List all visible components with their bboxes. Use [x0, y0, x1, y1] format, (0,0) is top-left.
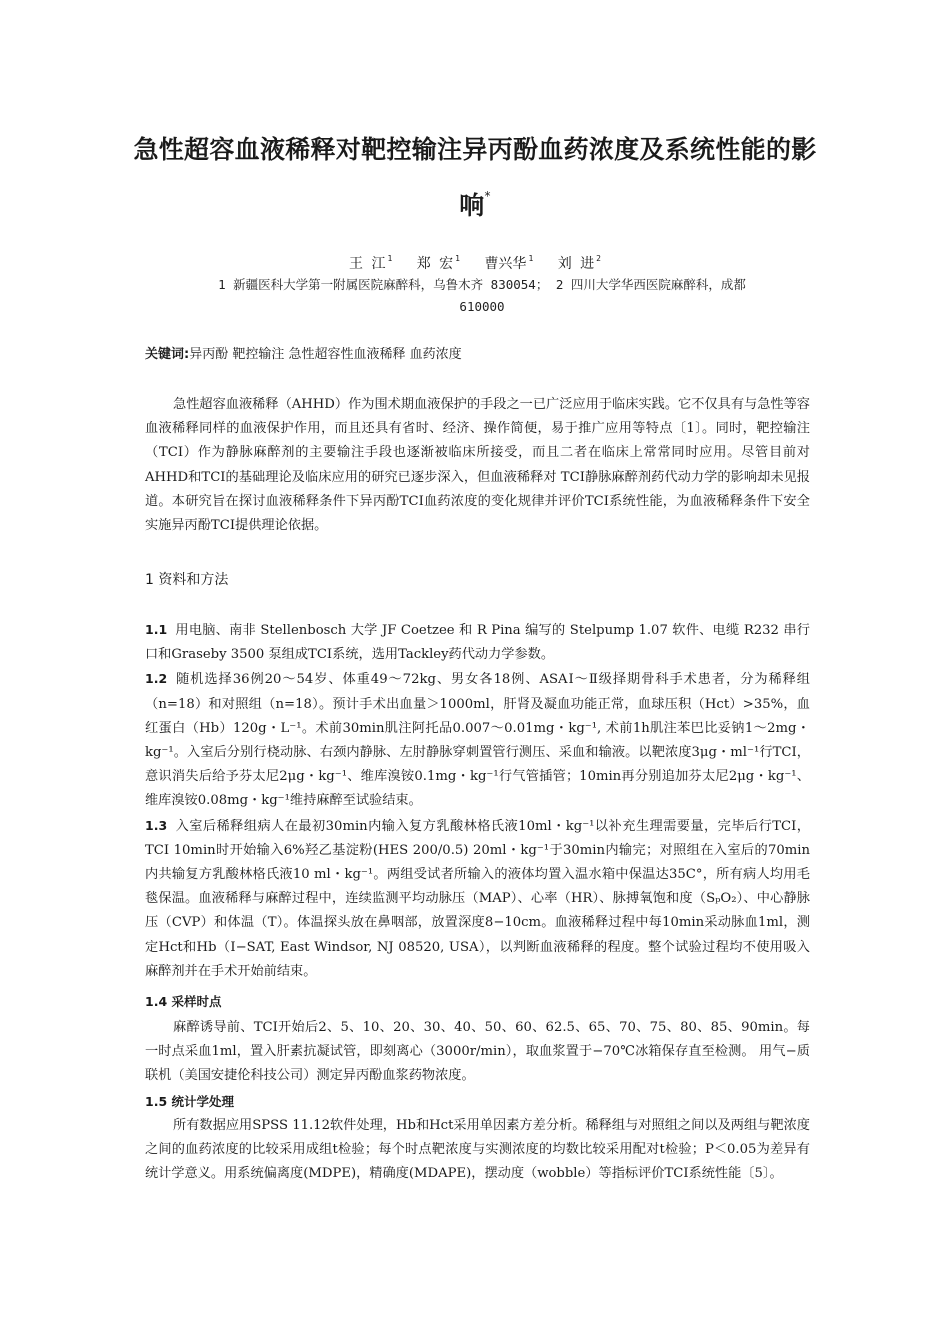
statistics-section	[145, 1114, 810, 1187]
title-line-2-text: 响	[459, 191, 485, 220]
author-name: 王 江	[349, 256, 386, 272]
affiliation-line-1: 1 新疆医科大学第一附属医院麻醉科，乌鲁木齐 830054； 2 四川大学华西医院麻醉科，成都	[218, 277, 746, 292]
author-affiliation-mark: 1	[528, 254, 534, 263]
paragraph-text: 随机选择36例20～54岁、体重49～72kg、男女各18例、ASAⅠ～Ⅱ级择期骨科手术患者，分为稀释组（n=18）和对照组（n=18）。预计手术出血量＞1000ml，肝肾及凝血功能正常，血球压积（Hct）>35%，血红蛋白（Hb）120g・L⁻¹。术前30min肌注阿托品0.007～0.01mg・kg⁻¹, 术前1h肌注苯巴比妥钠1～2mg・kg⁻¹。入室后分别行桡动脉、右颈内静脉、左肘静脉穿刺置管行测压、采血和输液。以靶浓度3μg・ml⁻¹行TCI，意识消失后给予芬太尼2μg・kg⁻¹、维库溴铵0.1mg・kg⁻¹行气管插管；10min再分别追加芬太尼2μg・kg⁻¹、维库溴铵0.08mg・kg⁻¹维持麻醉至试验结束。	[145, 672, 810, 809]
author	[484, 256, 533, 272]
sampling-paragraph: 麻醉诱导前、TCI开始后2、5、10、20、30、40、50、60、62.5、65、70、75、80、85、90min。每一时点采血1ml，置入肝素抗凝试管，即刻离心（3000r/min），取血浆置于−70℃冰箱保存直至检测。 用气−质联机（美国安捷伦科技公司）测定异丙酚血浆药物浓度。	[145, 1020, 810, 1084]
title-line-2	[130, 173, 820, 229]
affiliations	[172, 274, 792, 318]
author-affiliation-mark: 2	[596, 254, 601, 263]
title-line-1: 急性超容血液稀释对靶控输注异丙酚血药浓度及系统性能的影	[133, 135, 817, 164]
title-footnote-mark: *	[484, 189, 491, 203]
author	[558, 256, 601, 272]
author-name: 曹兴华	[484, 256, 527, 272]
section-heading-1: 1 资料和方法	[145, 572, 229, 588]
author-name: 郑 宏	[416, 256, 454, 272]
paragraph-1-1	[145, 618, 810, 667]
paragraph-text: 入室后稀释组病人在最初30min内输入复方乳酸林格氏液10ml・kg⁻¹以补充生理需要量，完毕后行TCI，TCI 10min时开始输入6%羟乙基淀粉(HES 200/0.5) 20ml・kg⁻¹于30min内输完；对照组在入室后的70min内共输复方乳酸林格氏液10 ml・kg⁻¹。两组受试者所输入的液体均置入温水箱中保温达35C°，所有病人均用毛毯保温。血液稀释与麻醉过程中，连续监测平均动脉压（MAP）、心率（HR）、脉搏氧饱和度（SₚO₂）、中心静脉压（CVP）和体温（T）。体温探头放在鼻咽部，放置深度8−10cm。血液稀释过程中每10min采动脉血1ml，测定Hct和Hb（I−SAT, East Windsor, NJ 08520, USA），以判断血液稀释的程度。整个试验过程均不使用吸入麻醉剂并在手术开始前结束。	[145, 818, 810, 979]
keywords	[145, 345, 462, 365]
author-name: 刘 进	[557, 256, 595, 272]
intro-paragraph: 急性超容血液稀释（AHHD）作为围术期血液保护的手段之一已广泛应用于临床实践。它不仅具有与急性等容血液稀释同样的血液保护作用，而且还具有省时、经济、操作简便，易于推广应用等特点〔1〕。同时，靶控输注（TCI）作为静脉麻醉剂的主要输注手段也逐渐被临床所接受，而且二者在临床上常常同时应用。尽管目前对AHHD和TCI的基础理论及临床应用的研究已逐步深入，但血液稀释对 TCI静脉麻醉剂药代动力学的影响却未见报道。本研究旨在探讨血液稀释条件下异丙酚TCI血药浓度的变化规律并评价TCI系统性能，为血液稀释条件下安全实施异丙酚TCI提供理论依据。	[145, 397, 810, 534]
intro-section	[145, 393, 810, 538]
author-list	[0, 248, 950, 275]
paper-title	[130, 126, 820, 229]
author-affiliation-mark: 1	[387, 254, 393, 263]
affiliation-line-2: 610000	[459, 299, 505, 314]
paragraph-number: 1.3	[145, 817, 168, 833]
subsection-heading-1-4: 1.4 采样时点	[145, 994, 222, 1009]
paragraph-1-2	[145, 667, 810, 813]
author-affiliation-mark: 1	[455, 254, 460, 263]
subsection-heading-1-5: 1.5 统计学处理	[145, 1094, 234, 1109]
author	[417, 256, 460, 272]
paragraph-text: 用电脑、南非 Stellenbosch 大学 JF Coetzee 和 R Pina 编写的 Stelpump 1.07 软件、电缆 R232 串行口和Graseby 3500 泵组成TCI系统，选用Tackley药代动力学参数。	[145, 623, 810, 663]
sampling-section	[145, 1016, 810, 1089]
author	[349, 256, 392, 272]
paragraph-number: 1.2	[145, 671, 168, 687]
keywords-label: 关键词:	[145, 347, 190, 362]
statistics-paragraph: 所有数据应用SPSS 11.12软件处理，Hb和Hct采用单因素方差分析。稀释组与对照组之间以及两组与靶浓度之间的血药浓度的比较采用成组t检验；每个时点靶浓度与实测浓度的均数比较采用配对t检验；P＜0.05为差异有统计学意义。用系统偏离度(MDPE)，精确度(MDAPE)，摆动度（wobble）等指标评价TCI系统性能〔5〕。	[145, 1118, 810, 1182]
methods-body	[145, 618, 810, 984]
keywords-text: 异丙酚 靶控输注 急性超容性血液稀释 血药浓度	[189, 347, 462, 362]
paragraph-number: 1.1	[145, 622, 168, 637]
paragraph-1-3	[145, 814, 810, 984]
